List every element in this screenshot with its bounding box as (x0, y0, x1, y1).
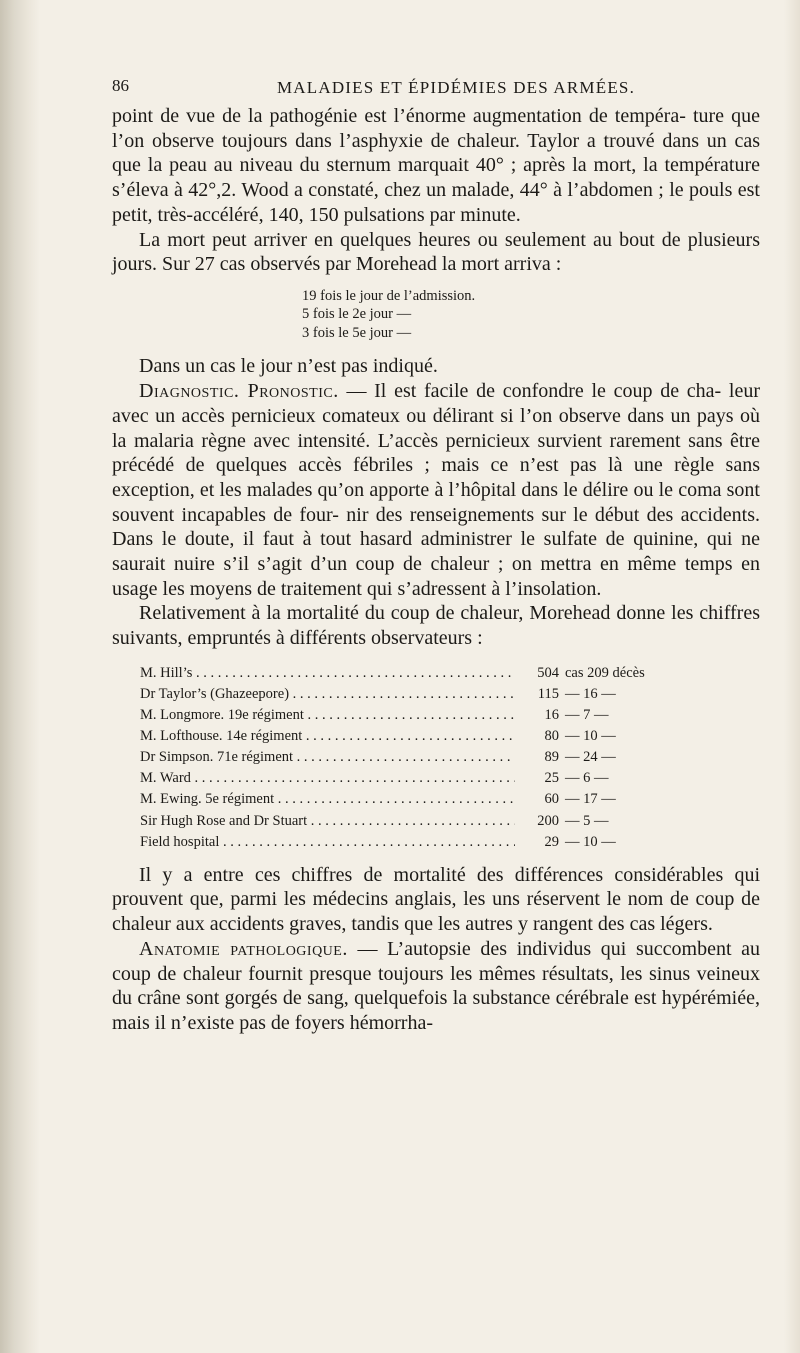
observer-cell: M. Lofthouse. 14e régiment . . . (140, 726, 515, 747)
observer-cell: M. Hill’s . . . (140, 663, 515, 684)
deaths-cell: — 5 — (565, 812, 609, 829)
deaths-cell: — 24 — (565, 749, 616, 766)
paragraph-unknown-day: Dans un cas le jour n’est pas indiqué. (139, 355, 438, 378)
paragraph-mortality-intro: Relativement à la mortalité du coup de chaleur, Morehead donne les chiffres suivants, empruntés à différents observateurs : (112, 602, 760, 650)
mortality-table (140, 663, 760, 853)
table-row (140, 811, 760, 832)
book-page (112, 70, 760, 1036)
book-spine-shadow (0, 0, 40, 1353)
deaths-cell: cas 209 décès (565, 664, 645, 681)
table-row (140, 705, 760, 726)
deaths-cell: — 10 — (565, 728, 616, 745)
page-number: 86 (112, 76, 129, 95)
table-row (140, 726, 760, 747)
cases-cell: 25 (544, 770, 559, 787)
table-row (140, 789, 760, 810)
table-row (140, 684, 760, 705)
section-heading-pathology: Anatomie pathologique. (139, 937, 348, 960)
page-edge-shadow (784, 0, 800, 1353)
cases-cell: 29 (544, 833, 559, 850)
deaths-cell: — 6 — (565, 770, 609, 787)
cases-cell: 115 (537, 685, 559, 702)
deaths-cell: — 7 — (565, 707, 609, 724)
paragraph-pathology-text: — L’autopsie des individus qui succombent au coup de chaleur fournit presque toujours les mêmes résultats, les sinus veineux du crâne sont gorgés de sang, quelquefois la substance cérébrale est hypérémiée, mais il n’existe pas de foyers hémorrha- (112, 937, 760, 1034)
table-row (140, 663, 760, 684)
section-heading-diagnostic: Diagnostic. Pronostic. (139, 380, 339, 403)
death-days-list (302, 287, 760, 343)
death-day-line: 5 fois le 2e jour — (302, 306, 412, 323)
paragraph-mortality-timing: La mort peut arriver en quelques heures ou seulement au bout de plusieurs jours. Sur 27 cas observés par Morehead la mort arriva : (112, 228, 760, 276)
cases-cell: 89 (544, 749, 559, 766)
observer-cell: Dr Simpson. 71e régiment . . . (140, 747, 515, 768)
paragraph-diagnosis-text: — Il est facile de confondre le coup de cha- leur avec un accès pernicieux comateux ou délirant si l’on observe dans un pays où la malaria règne avec intensité. L’accès pernicieux survient rarement sans être précédé de quelques accès fébriles ; mais ce n’est pas là une règle sans exception, et les malades qu’on apporte à l’hôpital dans le délire ou le coma sont souvent incapables de four- nir des renseignements sur le début des accidents. Dans le doute, il faut à tout hasard administrer le sulfate de quinine, qui ne saurait nuire s’il s’agit d’un coup de chaleur ; on mettra en même temps en usage les moyens de traitement qui s’adressent à l’insolation. (112, 380, 761, 600)
cases-cell: 200 (537, 812, 559, 829)
deaths-cell: — 17 — (565, 791, 616, 808)
observer-cell: M. Ewing. 5e régiment . . . (140, 789, 515, 810)
table-row (140, 768, 760, 789)
observer-cell: Dr Taylor’s (Ghazeepore) . . . (140, 684, 515, 705)
table-row (140, 747, 760, 768)
table-row (140, 832, 760, 853)
paragraph-temperature: point de vue de la pathogénie est l’énorme augmentation de tempéra- ture que l’on observe toujours dans l’asphyxie de chaleur. Taylor a trouvé dans un cas que la peau au niveau du sternum marquait 40° ; après la mort, la température s’éleva à 42°,2. Wood a constaté, chez un malade, 44° à l’abdomen ; le pouls est petit, très-accéléré, 140, 150 pulsations par minute. (112, 105, 760, 226)
observer-cell: Sir Hugh Rose and Dr Stuart . . . (140, 811, 515, 832)
observer-cell: M. Longmore. 19e régiment . . . (140, 705, 515, 726)
cases-cell: 80 (544, 728, 559, 745)
paragraph-diagnosis (112, 379, 760, 601)
running-title: MALADIES ET ÉPIDÉMIES DES ARMÉES. (276, 78, 636, 97)
deaths-cell: — 10 — (565, 833, 616, 850)
observer-cell: M. Ward . . . (140, 768, 515, 789)
deaths-cell: — 16 — (565, 685, 616, 702)
cases-cell: 16 (544, 707, 559, 724)
observer-cell: Field hospital . . . (140, 832, 515, 853)
death-day-line: 3 fois le 5e jour — (302, 324, 412, 341)
cases-cell: 504 (537, 664, 559, 681)
paragraph-pathology (112, 937, 760, 1036)
cases-cell: 60 (544, 791, 559, 808)
page-header (112, 70, 760, 104)
paragraph-mortality-differences: Il y a entre ces chiffres de mortalité des différences considérables qui prouvent que, parmi les médecins anglais, les uns réservent le nom de coup de chaleur aux accidents graves, tandis que les autres y rangent des cas légers. (112, 863, 760, 936)
death-day-line: 19 fois le jour de l’admission. (302, 287, 476, 304)
